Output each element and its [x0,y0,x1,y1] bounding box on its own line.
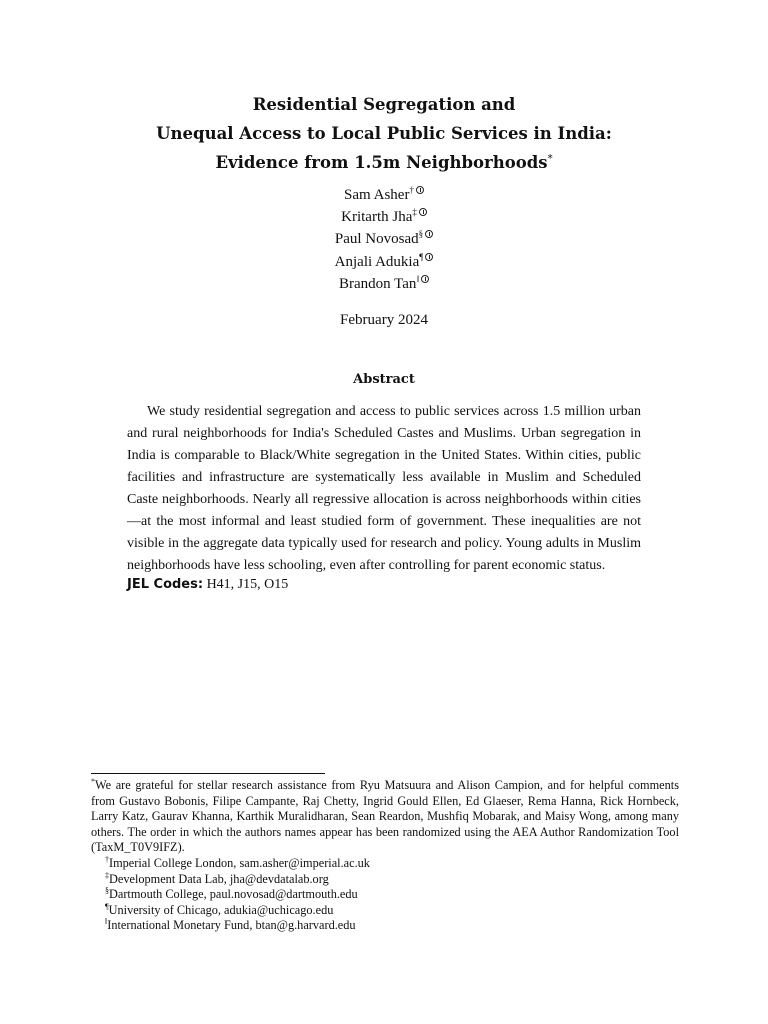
jel-label: JEL Codes: [127,577,204,592]
footnote-affiliation [91,872,679,888]
title-line-2: Unequal Access to Local Public Services in India: [156,124,612,143]
footnote-affiliation [91,918,679,934]
orcid-icon[interactable] [416,186,424,194]
footnote-affiliation [91,903,679,919]
author-footnote-mark: † [409,185,414,195]
footnote-acknowledgements-text: We are grateful for stellar research assistance from Ryu Matsuura and Alison Campion, and for helpful comments from Gustavo Bobonis, Filipe Campante, Raj Chetty, Ingrid Gould Ellen, Ed Glaeser, Rema Hanna, Rick Hornbeck, Larry Katz, Gaurav Khanna, Karthik Muralidharan, Sean Reardon, Mushfiq Mobarak, and Maisy Wong, among many others. The order in which the authors names appear has been randomized using the AEA Author Randomization Tool (TaxM_T0V9IFZ). [91,778,679,855]
footnote-affiliation [91,887,679,903]
footnote-mark: ‡ [105,870,109,880]
footnote-mark: ‖ [105,917,108,927]
jel-codes-value: H41, J15, O15 [206,577,289,592]
affiliation-text: Development Data Lab, jha@devdatalab.org [109,871,329,886]
footnote-mark: † [105,854,109,864]
author-entry [0,273,768,295]
title-line-1: Residential Segregation and [252,95,516,114]
orcid-icon[interactable] [425,253,433,261]
author-entry [0,228,768,250]
author-name: Paul Novosad [334,231,419,248]
author-footnote-mark: § [418,229,424,240]
orcid-icon[interactable] [425,230,433,238]
jel-codes [127,575,288,595]
abstract-body: We study residential segregation and access to public services across 1.5 million urban and rural neighborhoods for India's Scheduled Castes and Muslims. Urban segregation in India is comparable to Black/White segregation in the United States. Within cities, public facilities and infrastructure are systematically less available in Muslim and Scheduled Caste neighborhoods. Nearly all regressive allocation is across neighborhoods within cities—at the most informal and least studied form of government. These inequalities are not visible in the aggregate data typically used for research and policy. Young adults in Muslim neighborhoods have less schooling, even after controlling for parent economic status. [127,404,641,573]
footnotes [91,778,679,934]
orcid-icon[interactable] [419,208,427,216]
author-name: Brandon Tan [339,275,417,292]
affiliation-text: University of Chicago, adukia@uchicago.edu [108,902,334,917]
footnote-rule [91,773,325,774]
abstract-heading: Abstract [353,372,415,387]
author-footnote-mark: ‡ [412,207,417,218]
affiliation-text: Imperial College London, sam.asher@imperial.ac.uk [109,855,370,870]
affiliation-text: International Monetary Fund, btan@g.harvard.edu [107,918,356,933]
footnote-mark: * [91,776,95,786]
author-list [0,184,768,295]
title-line-3-text: Evidence from 1.5m Neighborhoods [215,153,548,172]
author-footnote-mark: ¶ [419,251,424,262]
footnote-mark: § [105,886,109,896]
title-line-3 [60,148,708,177]
author-name: Kritarth Jha [341,209,413,226]
author-name: Sam Asher [344,187,410,203]
title-footnote-mark: * [547,153,553,165]
footnote-acknowledgements [91,778,679,856]
author-name: Anjali Adukia [334,253,420,270]
author-entry [0,251,768,273]
author-footnote-mark: ‖ [416,273,419,284]
footnote-mark: ¶ [105,901,109,911]
footnote-affiliation [91,856,679,872]
author-entry [0,184,768,206]
publication-date: February 2024 [340,312,428,328]
author-entry [0,206,768,228]
paper-title [60,90,708,177]
orcid-icon[interactable] [421,275,429,283]
affiliation-text: Dartmouth College, paul.novosad@dartmouth.edu [109,887,358,902]
